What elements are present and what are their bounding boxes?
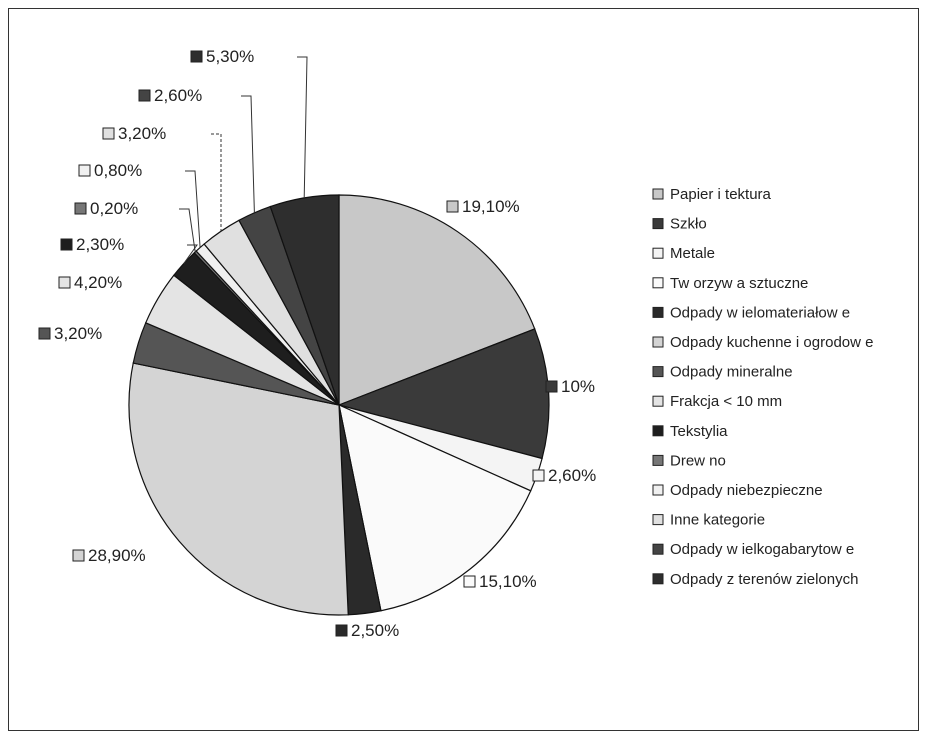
pie-slice — [129, 363, 348, 615]
leader-line — [297, 57, 307, 198]
data-label: 3,20% — [118, 124, 167, 143]
label-swatch — [59, 277, 70, 288]
data-label: 5,30% — [206, 47, 255, 66]
data-label: 3,20% — [54, 324, 103, 343]
label-swatch — [464, 576, 475, 587]
legend-swatch — [653, 455, 663, 465]
legend-entry: Metale — [670, 245, 716, 263]
legend-entry: Odpady w ielomateriałow e — [670, 304, 851, 322]
legend-entry: Odpady kuchenne i ogrodow e — [670, 334, 874, 351]
legend — [653, 186, 873, 588]
data-label: 2,60% — [548, 466, 597, 485]
legend-entry: Inne kategorie — [670, 511, 766, 529]
pie-slices — [129, 195, 549, 615]
legend-swatch — [653, 278, 663, 288]
label-swatch — [191, 51, 202, 62]
legend-swatch — [653, 485, 663, 495]
chart-frame — [8, 8, 919, 731]
data-label: 2,60% — [154, 86, 203, 105]
legend-swatch — [653, 426, 663, 436]
legend-swatch — [653, 544, 663, 554]
legend-entry: Odpady mineralne — [670, 363, 793, 381]
label-swatch — [533, 470, 544, 481]
data-label: 10% — [561, 377, 596, 396]
leader-line — [211, 134, 221, 231]
leader-line — [241, 96, 254, 213]
legend-swatch — [653, 396, 663, 406]
label-swatch — [336, 625, 347, 636]
label-swatch — [61, 239, 72, 250]
data-label: 19,10% — [462, 197, 520, 216]
legend-entry: Drew no — [670, 452, 726, 470]
label-swatch — [447, 201, 458, 212]
label-swatch — [73, 550, 84, 561]
label-swatch — [139, 90, 150, 101]
label-swatch — [39, 328, 50, 339]
label-swatch — [103, 128, 114, 139]
legend-entry: Odpady niebezpieczne — [670, 482, 823, 499]
legend-entry: Tekstylia — [670, 422, 728, 440]
label-swatch — [546, 381, 557, 392]
legend-swatch — [653, 574, 663, 584]
data-label: 2,50% — [351, 621, 400, 640]
data-label: 28,90% — [88, 546, 146, 565]
data-label: 4,20% — [74, 273, 123, 292]
legend-entry: Odpady w ielkogabarytow e — [670, 541, 855, 559]
legend-entry: Tw orzyw a sztuczne — [670, 274, 809, 292]
legend-swatch — [653, 219, 663, 229]
legend-swatch — [653, 515, 663, 525]
legend-swatch — [653, 337, 663, 347]
legend-entry: Szkło — [670, 215, 707, 233]
pie-chart — [9, 9, 920, 732]
data-label: 15,10% — [479, 572, 537, 591]
legend-swatch — [653, 307, 663, 317]
legend-swatch — [653, 367, 663, 377]
data-label: 2,30% — [76, 235, 125, 254]
legend-entry: Odpady z terenów zielonych — [670, 570, 859, 588]
data-label: 0,20% — [90, 199, 139, 218]
data-label: 0,80% — [94, 161, 143, 180]
legend-swatch — [653, 189, 663, 199]
legend-entry: Frakcja < 10 mm — [670, 393, 783, 411]
label-swatch — [75, 203, 86, 214]
legend-swatch — [653, 248, 663, 258]
legend-entry: Papier i tektura — [670, 186, 771, 203]
label-swatch — [79, 165, 90, 176]
